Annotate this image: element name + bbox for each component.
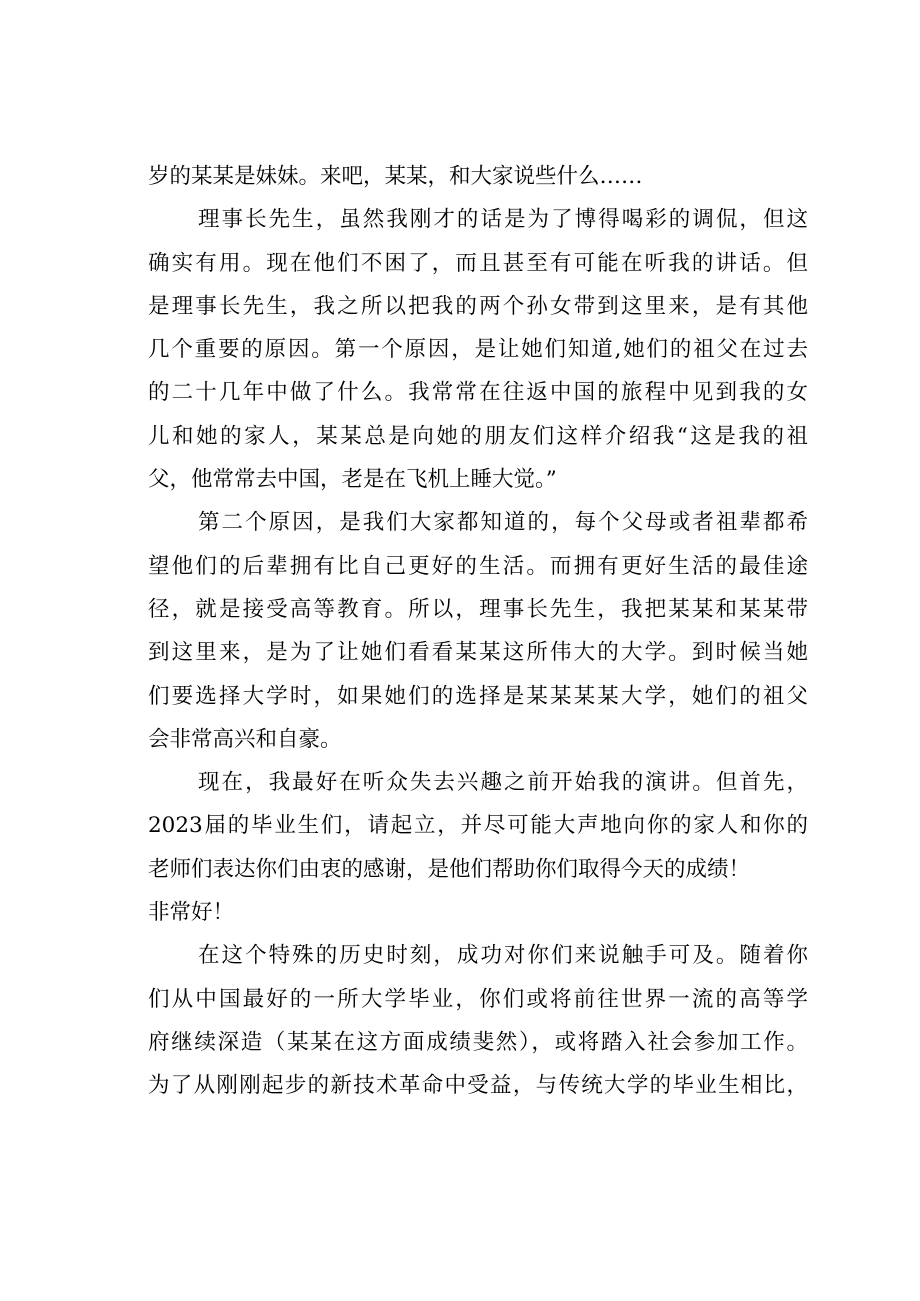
paragraph-first-line: 理事长先生，虽然我刚才的话是为了博得喝彩的调侃，但这 — [198, 207, 808, 233]
text-line: 儿和她的家人，某某总是向她的朋友们这样介绍我“这是我的祖 — [148, 423, 808, 449]
text-line: 径，就是接受高等教育。所以，理事长先生，我把某某和某某带 — [148, 596, 808, 622]
text-line: 老师们表达你们由衷的感谢，是他们帮助你们取得今天的成绩！ — [148, 856, 751, 882]
text-line: 确实有用。现在他们不困了，而且甚至有可能在听我的讲话。但 — [148, 250, 808, 276]
text-line: 父，他常常去中国，老是在飞机上睡大觉。” — [148, 467, 557, 493]
text-line: 岁的某某是妹妹。来吧，某某，和大家说些什么…… — [148, 164, 643, 189]
paragraph-first-line: 在这个特殊的历史时刻，成功对你们来说触手可及。随着你 — [198, 943, 808, 969]
text-line: 是理事长先生，我之所以把我的两个孙女带到这里来，是有其他 — [148, 293, 808, 319]
text-line: 们要选择大学时，如果她们的选择是某某某某大学，她们的祖父 — [148, 683, 808, 709]
paragraph-first-line: 现在，我最好在听众失去兴趣之前开始我的演讲。但首先， — [198, 770, 808, 796]
text-line: 望他们的后辈拥有比自己更好的生活。而拥有更好生活的最佳途 — [148, 553, 808, 579]
text-line: 2023届的毕业生们，请起立，并尽可能大声地向你的家人和你的 — [148, 813, 808, 839]
text-line: 几个重要的原因。第一个原因，是让她们知道,她们的祖父在过去 — [148, 337, 808, 363]
text-line: 们从中国最好的一所大学毕业，你们或将前往世界一流的高等学 — [148, 986, 808, 1012]
text-line: 非常好！ — [148, 900, 235, 926]
text-line: 府继续深造（某某在这方面成绩斐然），或将踏入社会参加工作。 — [148, 1029, 808, 1055]
text-line: 会非常高兴和自豪。 — [148, 726, 342, 752]
paragraph-first-line: 第二个原因，是我们大家都知道的，每个父母或者祖辈都希 — [198, 510, 808, 536]
text-line: 到这里来，是为了让她们看看某某这所伟大的大学。到时候当她 — [148, 640, 808, 666]
text-line: 为了从刚刚起步的新技术革命中受益，与传统大学的毕业生相比， — [148, 1073, 808, 1099]
text-line: 的二十几年中做了什么。我常常在往返中国的旅程中见到我的女 — [148, 380, 808, 406]
document-body — [148, 155, 808, 1108]
